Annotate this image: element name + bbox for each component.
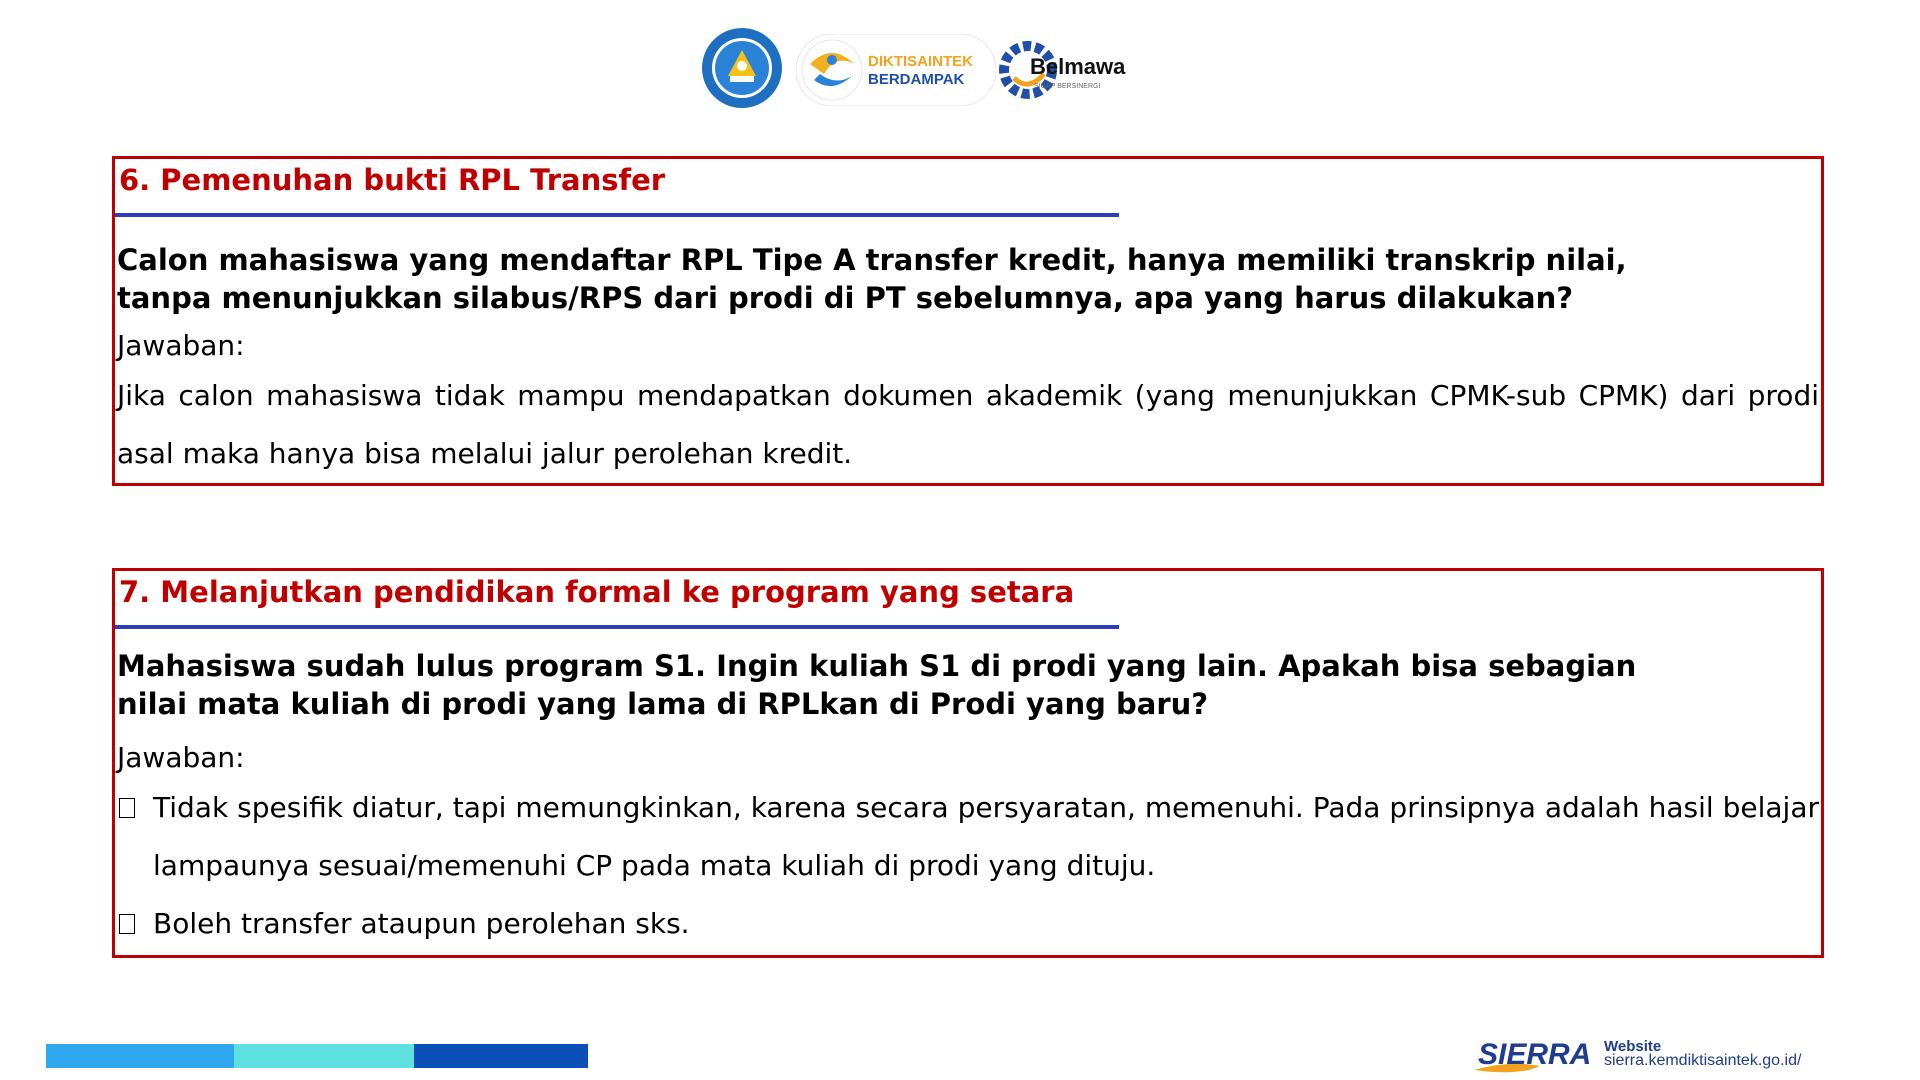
belmawa-logo-text: Belmawa [1030,54,1126,79]
footer-brand [1470,1030,1910,1080]
answer-label: Jawaban: [117,329,245,362]
kemdikbud-logo [700,26,784,110]
website-url[interactable]: sierra.kemdiktisaintek.go.id/ [1604,1052,1802,1069]
footer-bar-segment-2 [234,1044,414,1068]
title-underline [115,625,1119,629]
answer-label: Jawaban: [117,741,245,774]
bullet-text: Boleh transfer ataupun perolehan sks. [153,907,690,940]
website-label: Website [1604,1038,1662,1055]
question-line-1: Calon mahasiswa yang mendaftar RPL Tipe A transfer kredit, hanya memiliki transkrip nilai, [117,243,1627,277]
section-title: 7. Melanjutkan pendidikan formal ke program yang setara [119,575,1075,609]
question-line-2: nilai mata kuliah di prodi yang lama di RPLkan di Prodi yang baru? [117,687,1209,721]
footer-bar-segment-3 [414,1044,588,1068]
belmawa-logo-tagline: SIGAP BERSINERGI [1034,83,1101,90]
question [117,241,1627,317]
footer-color-bar [46,1044,588,1068]
diktisaintek-logo [796,34,996,106]
question-line-2: tanpa menunjukkan silabus/RPS dari prodi di PT sebelumnya, apa yang harus dilakukan? [117,281,1574,315]
header-logos [700,26,1140,116]
diktisaintek-logo-text2: BERDAMPAK [868,71,965,88]
title-underline [115,213,1119,217]
footer-bar-segment-1 [46,1044,234,1068]
question [117,647,1636,723]
list-item [117,895,1819,953]
question-line-1: Mahasiswa sudah lulus program S1. Ingin kuliah S1 di prodi yang lain. Apakah bisa sebagian [117,649,1637,683]
sierra-logo-text: SIERRA [1478,1038,1592,1071]
sierra-logo [1470,1030,1598,1080]
section-title: 6. Pemenuhan bukti RPL Transfer [119,163,666,197]
checkbox-bullet-icon [119,798,135,818]
bullet-text: Tidak spesifik diatur, tapi memungkinkan, karena secara persyaratan, memenuhi. Pada prinsipnya adalah hasil belajar lampaunya sesuai/memenuhi CP pada mata kuliah di prodi yang dituju. [153,791,1819,882]
list-item [117,779,1819,895]
section-card-7 [112,568,1824,958]
checkbox-bullet-icon [119,914,135,934]
belmawa-logo [998,34,1138,106]
diktisaintek-logo-text1: DIKTISAINTEK [868,53,973,70]
section-card-6 [112,156,1824,486]
answer-text: Jika calon mahasiswa tidak mampu mendapatkan dokumen akademik (yang menunjukkan CPMK-sub CPMK) dari prodi asal maka hanya bisa melalui jalur perolehan kredit. [117,379,1819,470]
